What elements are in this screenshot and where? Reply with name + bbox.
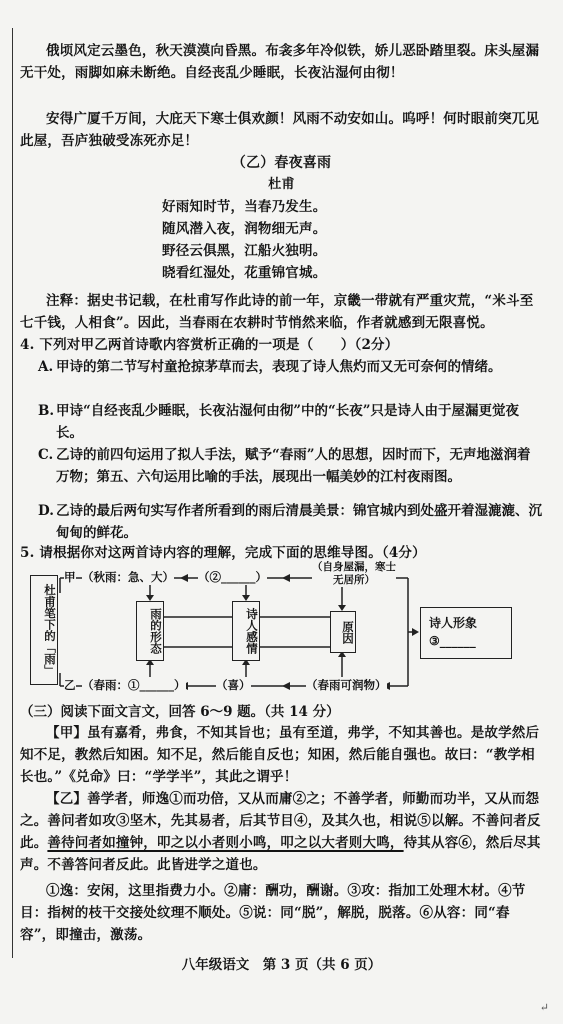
poem-yi-line-3: 野径云俱黑，江船火独明。 [162, 243, 327, 259]
mind-map-col-form: 雨的形态 [136, 601, 164, 661]
poem-yi-note: 注释：据史书记载，在杜甫写作此诗的前一年，京畿一带就有严重灾荒，“米斗至七千钱，人相食”。因此，当春雨在农耕时节悄然来临，作者就感到无限喜悦。 [20, 293, 534, 331]
q5-stem: 5. 请根据你对这两首诗内容的理解，完成下面的思维导图。（4分） [20, 545, 426, 561]
poem-yi-line-4: 晓看红湿处，花重锦官城。 [162, 265, 327, 281]
option-letter: C. [38, 447, 54, 463]
mind-map-right-title: 诗人形象 [429, 616, 478, 630]
poem-yi-author: 杜甫 [268, 177, 295, 192]
mind-map-top-label-1: （秋雨：急、大） [82, 570, 174, 584]
poem-yi-line-2: 随风潜入夜，润物细无声。 [162, 221, 327, 237]
mind-map-yi: 乙 [64, 678, 76, 692]
section3-yi-underline: 善待问者如撞钟，叩之以小者则小鸣，叩之以大者则大鸣， [47, 835, 404, 851]
q4-option-c [38, 444, 544, 488]
page-footer: 八年级语文 第 3 页（共 6 页） [181, 957, 382, 973]
q4-option-b [38, 400, 544, 444]
mind-map [20, 561, 544, 695]
mind-map-top-label-2[interactable]: （②______） [198, 570, 267, 584]
poem-yi-line-1: 好雨知时节，当春乃发生。 [162, 199, 327, 215]
mind-map-right-blank[interactable]: ③______ [429, 634, 476, 648]
mind-map-bottom-label-1[interactable]: （春雨：①______） [82, 678, 186, 692]
q4-option-d [38, 500, 544, 544]
section3-yi-post: 待其从容⑥，然后尽其声。不善答问者反此。此皆进学之道也。 [20, 835, 541, 873]
section3-heading: （三）阅读下面文言文，回答 6～9 题。（共 14 分） [20, 704, 340, 720]
mind-map-right-box [420, 607, 512, 659]
section3-jia: 【甲】虽有嘉肴，弗食，不知其旨也；虽有至道，弗学，不知其善也。是故学然后知不足，教然后知困。知不足，然后能自反也；知困，然后能自强也。故曰：“教学相长也。”《兑命》曰：“学学半”，其此之谓乎！ [20, 725, 540, 785]
section3-yi [20, 788, 544, 876]
end-mark: ↵ [539, 1001, 549, 1014]
mind-map-bottom-label-3: （春雨可润物） [306, 678, 387, 692]
mind-map-top-label-3: （自身屋漏，寒士无居所） [312, 561, 396, 586]
mind-map-col-emotion: 诗人感情 [232, 601, 260, 661]
option-letter: A. [38, 359, 54, 375]
mind-map-left-box: 杜甫笔下的「雨」 [30, 575, 58, 685]
option-letter: B. [38, 403, 55, 419]
option-text: 甲诗“自经丧乱少睡眠，长夜沾湿何由彻”中的“长夜”只是诗人由于屋漏更觉夜长。 [56, 403, 520, 441]
mind-map-bottom-label-2: （喜） [216, 678, 251, 692]
q4-stem: 4. 下列对甲乙两首诗歌内容赏析正确的一项是（ ）（2分） [20, 337, 399, 353]
mind-map-col-reason: 原因 [330, 611, 356, 653]
section3-notes: ①逸：安闲，这里指费力小。②庸：酬功，酬谢。③攻：指加工处理木材。④节目：指树的枝干交接处纹理不顺处。⑤说：同“脱”，解脱，脱落。⑥从容：同“舂容”，即撞击，激荡。 [20, 883, 526, 943]
section3-yi-pre: 【乙】善学者，师逸①而功倍，又从而庸②之；不善学者，师勤而功半，又从而怨之。善问者如攻③坚木，先其易者，后其节目④，及其久也，相说⑤以解。不善问者反此。 [20, 791, 541, 851]
poem-jia-para1: 俄顷风定云墨色，秋天漠漠向昏黑。布衾多年冷似铁，娇儿恶卧踏里裂。床头屋漏无干处，雨脚如麻未断绝。自经丧乱少睡眠，长夜沾湿何由彻！ [20, 43, 540, 81]
poem-jia-para2: 安得广厦千万间，大庇天下寒士俱欢颜！风雨不动安如山。呜呼！何时眼前突兀见此屋，吾庐独破受冻死亦足！ [20, 111, 540, 149]
q4-option-a [38, 356, 544, 378]
option-text: 乙诗的前四句运用了拟人手法，赋予“春雨”人的思想，因时而下，无声地滋润着万物；第五、六句运用比喻的手法，展现出一幅美妙的江村夜雨图。 [56, 447, 531, 485]
option-text: 甲诗的第二节写村童抢掠茅草而去，表现了诗人焦灼而又无可奈何的情绪。 [56, 359, 502, 375]
mind-map-jia: 甲 [64, 570, 76, 584]
option-text: 乙诗的最后两句实写作者所看到的雨后清晨美景：锦官城内到处盛开着湿漉漉、沉甸甸的鲜花。 [56, 503, 542, 541]
poem-yi-heading: （乙）春夜喜雨 [231, 155, 332, 171]
option-letter: D. [38, 503, 54, 519]
